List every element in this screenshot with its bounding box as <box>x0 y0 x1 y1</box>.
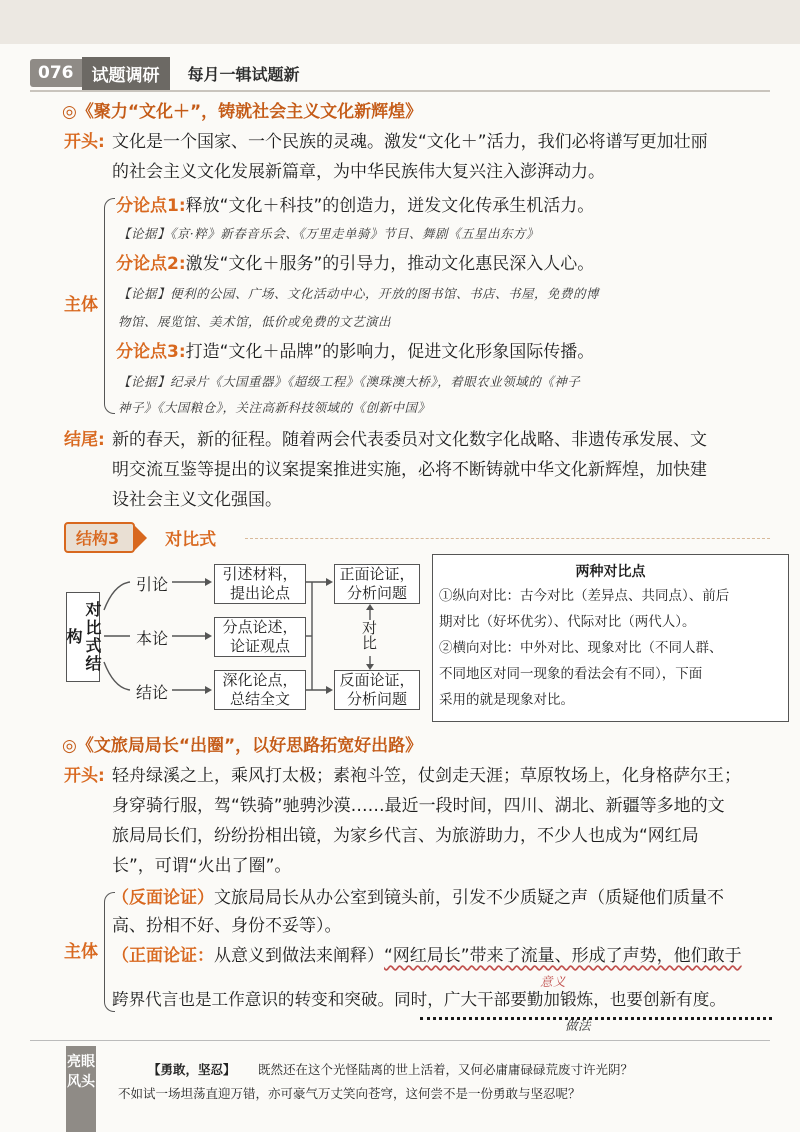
quote-line: 不如试一场坦荡直迎万错，亦可豪气万丈笑向苍穹，这何尝不是一份勇敢与坚忍呢？ <box>118 1086 581 1101</box>
pos-argument <box>112 944 742 968</box>
essay1-ending-line: 设社会主义文化强国。 <box>112 490 282 510</box>
essay2-title: ◎《文旅局局长“出圈”，以好思路拓宽好出路》 <box>62 736 423 756</box>
node-box: 引述材料，提出论点 <box>214 564 306 604</box>
quote-label: 【勇敢，坚忍】 <box>148 1062 236 1077</box>
pos-argument-meaning: “网红局长”带来了流量、形成了声势，他们敢于 <box>384 946 742 966</box>
compare-box-line: ①纵向对比：古今对比（差异点、共同点）、前后 <box>439 588 730 604</box>
essay1-ending-line: 明交流互鉴等提出的议案提案推进实施，必将不断铸就中华文化新辉煌，加快建 <box>112 460 707 480</box>
positive-box: 正面论证，分析问题 <box>334 564 420 604</box>
node-label: 引论 <box>136 575 169 594</box>
compare-box-line: 期对比（好坏优劣）、代际对比（两代人）。 <box>439 614 696 630</box>
node-label: 本论 <box>136 629 169 648</box>
point-2-evidence: 【论据】便利的公园、广场、文化活动中心，开放的图书馆、书店、书屋，免费的博 <box>118 286 600 301</box>
side-label: 亮眼风头 <box>66 1046 96 1132</box>
structure-tag: 结构3 <box>64 522 135 553</box>
neg-argument <box>112 886 724 910</box>
negative-box: 反面论证，分析问题 <box>334 670 420 710</box>
compare-box-title: 两种对比点 <box>575 564 646 580</box>
essay1-ending-line: 新的春天，新的征程。随着两会代表委员对文化数字化战略、非遗传承发展、文 <box>112 430 707 450</box>
root-node-label: 对比式结构 <box>64 601 102 673</box>
note-meaning: 意义 <box>540 974 567 989</box>
pos-argument-label: （正面论证： <box>112 946 214 966</box>
essay2-intro-label: 开头: <box>64 766 105 786</box>
section-tag: 试题调研 <box>82 57 170 90</box>
point-1-text: 释放“文化＋科技”的创造力，迸发文化传承生机活力。 <box>185 196 595 216</box>
point-3-evidence: 神子》《大国粮仓》，关注高新科技领域的《创新中国》 <box>118 400 431 415</box>
point-3-label: 分论点3: <box>116 342 186 362</box>
point-2-text: 激发“文化＋服务”的引导力，推动文化惠民深入人心。 <box>185 254 595 274</box>
footer-divider <box>30 1040 770 1041</box>
note-method: 做法 <box>565 1018 592 1033</box>
point-3-text: 打造“文化＋品牌”的影响力，促进文化形象国际传播。 <box>185 342 595 362</box>
root-node <box>66 592 100 682</box>
compare-box-line: ②横向对比：中外对比、现象对比（不同人群、 <box>439 640 723 656</box>
node-box: 分点论述，论证观点 <box>214 617 306 657</box>
essay2-intro-line: 旅局局长们，纷纷扮相出镜，为家乡代言、为旅游助力，不少人也成为“网红局 <box>112 826 699 846</box>
neg-argument-text: 文旅局局长从办公室到镜头前，引发不少质疑之声（质疑他们质量不 <box>214 888 724 908</box>
compare-box-line: 不同地区对同一现象的看法会有不同），下面 <box>439 666 703 682</box>
node-label: 结论 <box>136 683 169 702</box>
essay1-intro-line: 文化是一个国家、一个民族的灵魂。激发“文化＋”活力，我们必将谱写更加壮丽 <box>112 132 708 152</box>
essay1-intro-label: 开头: <box>64 132 105 152</box>
essay1-ending-label: 结尾: <box>64 430 105 450</box>
essay2-intro-line: 轻舟绿溪之上，乘风打太极；素袍斗笠，仗剑走天涯；草原牧场上，化身格萨尔王； <box>112 766 741 786</box>
compare-box <box>432 554 789 722</box>
node-box: 深化论点，总结全文 <box>214 670 306 710</box>
essay1-intro-line: 的社会主义文化发展新篇章，为中华民族伟大复兴注入澎湃动力。 <box>112 162 605 182</box>
neg-argument-label: （反面论证） <box>112 888 214 908</box>
essay1-body-label: 主体 <box>64 295 98 315</box>
series-title: 每月一辑试题新 <box>187 64 300 84</box>
point-2-label: 分论点2: <box>116 254 186 274</box>
essay2-intro-line: 身穿骑行服，驾“铁骑”驰骋沙漠……最近一段时间，四川、湖北、新疆等多地的文 <box>112 796 725 816</box>
essay1-title: ◎《聚力“文化＋”，铸就社会主义文化新辉煌》 <box>62 102 423 122</box>
neg-argument-line: 高、扮相不好、身份不妥等）。 <box>112 916 342 936</box>
quote-line: 既然还在这个光怪陆离的世上活着，又何必庸庸碌碌荒废寸许光阴？ <box>258 1062 634 1077</box>
pos-argument-scope: 从意义到做法来阐释） <box>214 946 384 966</box>
pos-argument-line: 跨界代言也是工作意识的转变和突破。同时，广大干部要勤加锻炼，也要创新有度。 <box>112 990 726 1009</box>
compare-label: 对比 <box>360 620 378 650</box>
wavy-underline <box>420 1011 772 1020</box>
point-3-evidence: 【论据】纪录片《大国重器》《超级工程》《澳珠澳大桥》，着眼农业领域的《神子 <box>118 374 581 389</box>
essay2-body-label: 主体 <box>64 942 98 962</box>
point-1-label: 分论点1: <box>116 196 186 216</box>
page-number: 076 <box>30 59 82 87</box>
essay2-intro-line: 长”，可谓“火出了圈”。 <box>112 856 292 876</box>
point-1-evidence: 【论据】《京·粹》新春音乐会、《万里走单骑》节目、舞剧《五星出东方》 <box>118 226 539 241</box>
compare-box-line: 采用的就是现象对比。 <box>439 692 574 708</box>
structure-name: 对比式 <box>165 530 217 550</box>
point-2-evidence: 物馆、展览馆、美术馆，低价或免费的文艺演出 <box>118 314 392 329</box>
